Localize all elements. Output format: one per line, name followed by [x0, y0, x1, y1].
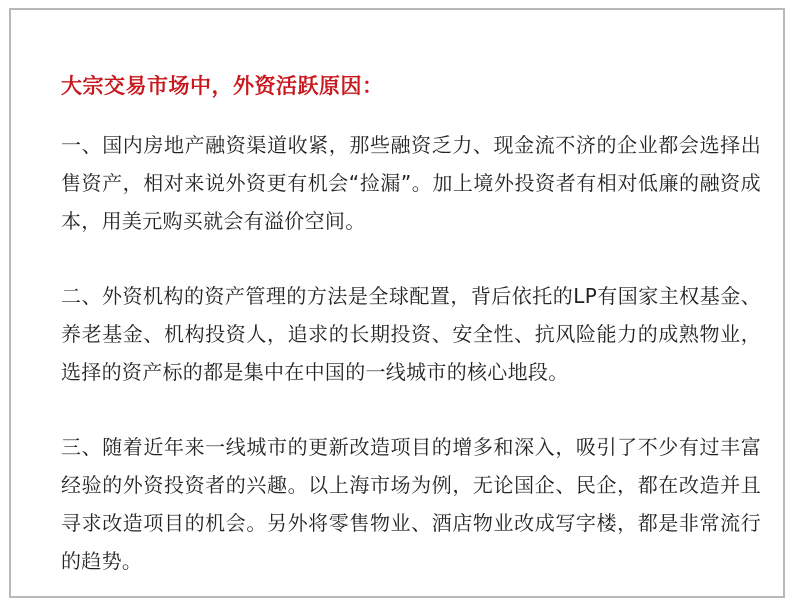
paragraph-reason-1: 一、国内房地产融资渠道收紧，那些融资乏力、现金流不济的企业都会选择出售资产，相对来说外资更有机会“捡漏”。加上境外投资者有相对低廉的融资成本，用美元购买就会有溢价空间。 [61, 133, 761, 233]
article-frame [9, 8, 785, 598]
article-content [61, 66, 761, 580]
article-title: 大宗交易市场中，外资活跃原因： [61, 74, 384, 98]
paragraph-reason-2: 二、外资机构的资产管理的方法是全球配置，背后依托的LP有国家主权基金、养老基金、机构投资人，追求的长期投资、安全性、抗风险能力的成熟物业，选择的资产标的都是集中在中国的一线城市的核心地段。 [61, 284, 761, 384]
paragraph-reason-3: 三、随着近年来一线城市的更新改造项目的增多和深入，吸引了不少有过丰富经验的外资投资者的兴趣。以上海市场为例，无论国企、民企，都在改造并且寻求改造项目的机会。另外将零售物业、酒店物业改成写字楼，都是非常流行的趋势。 [61, 435, 761, 573]
